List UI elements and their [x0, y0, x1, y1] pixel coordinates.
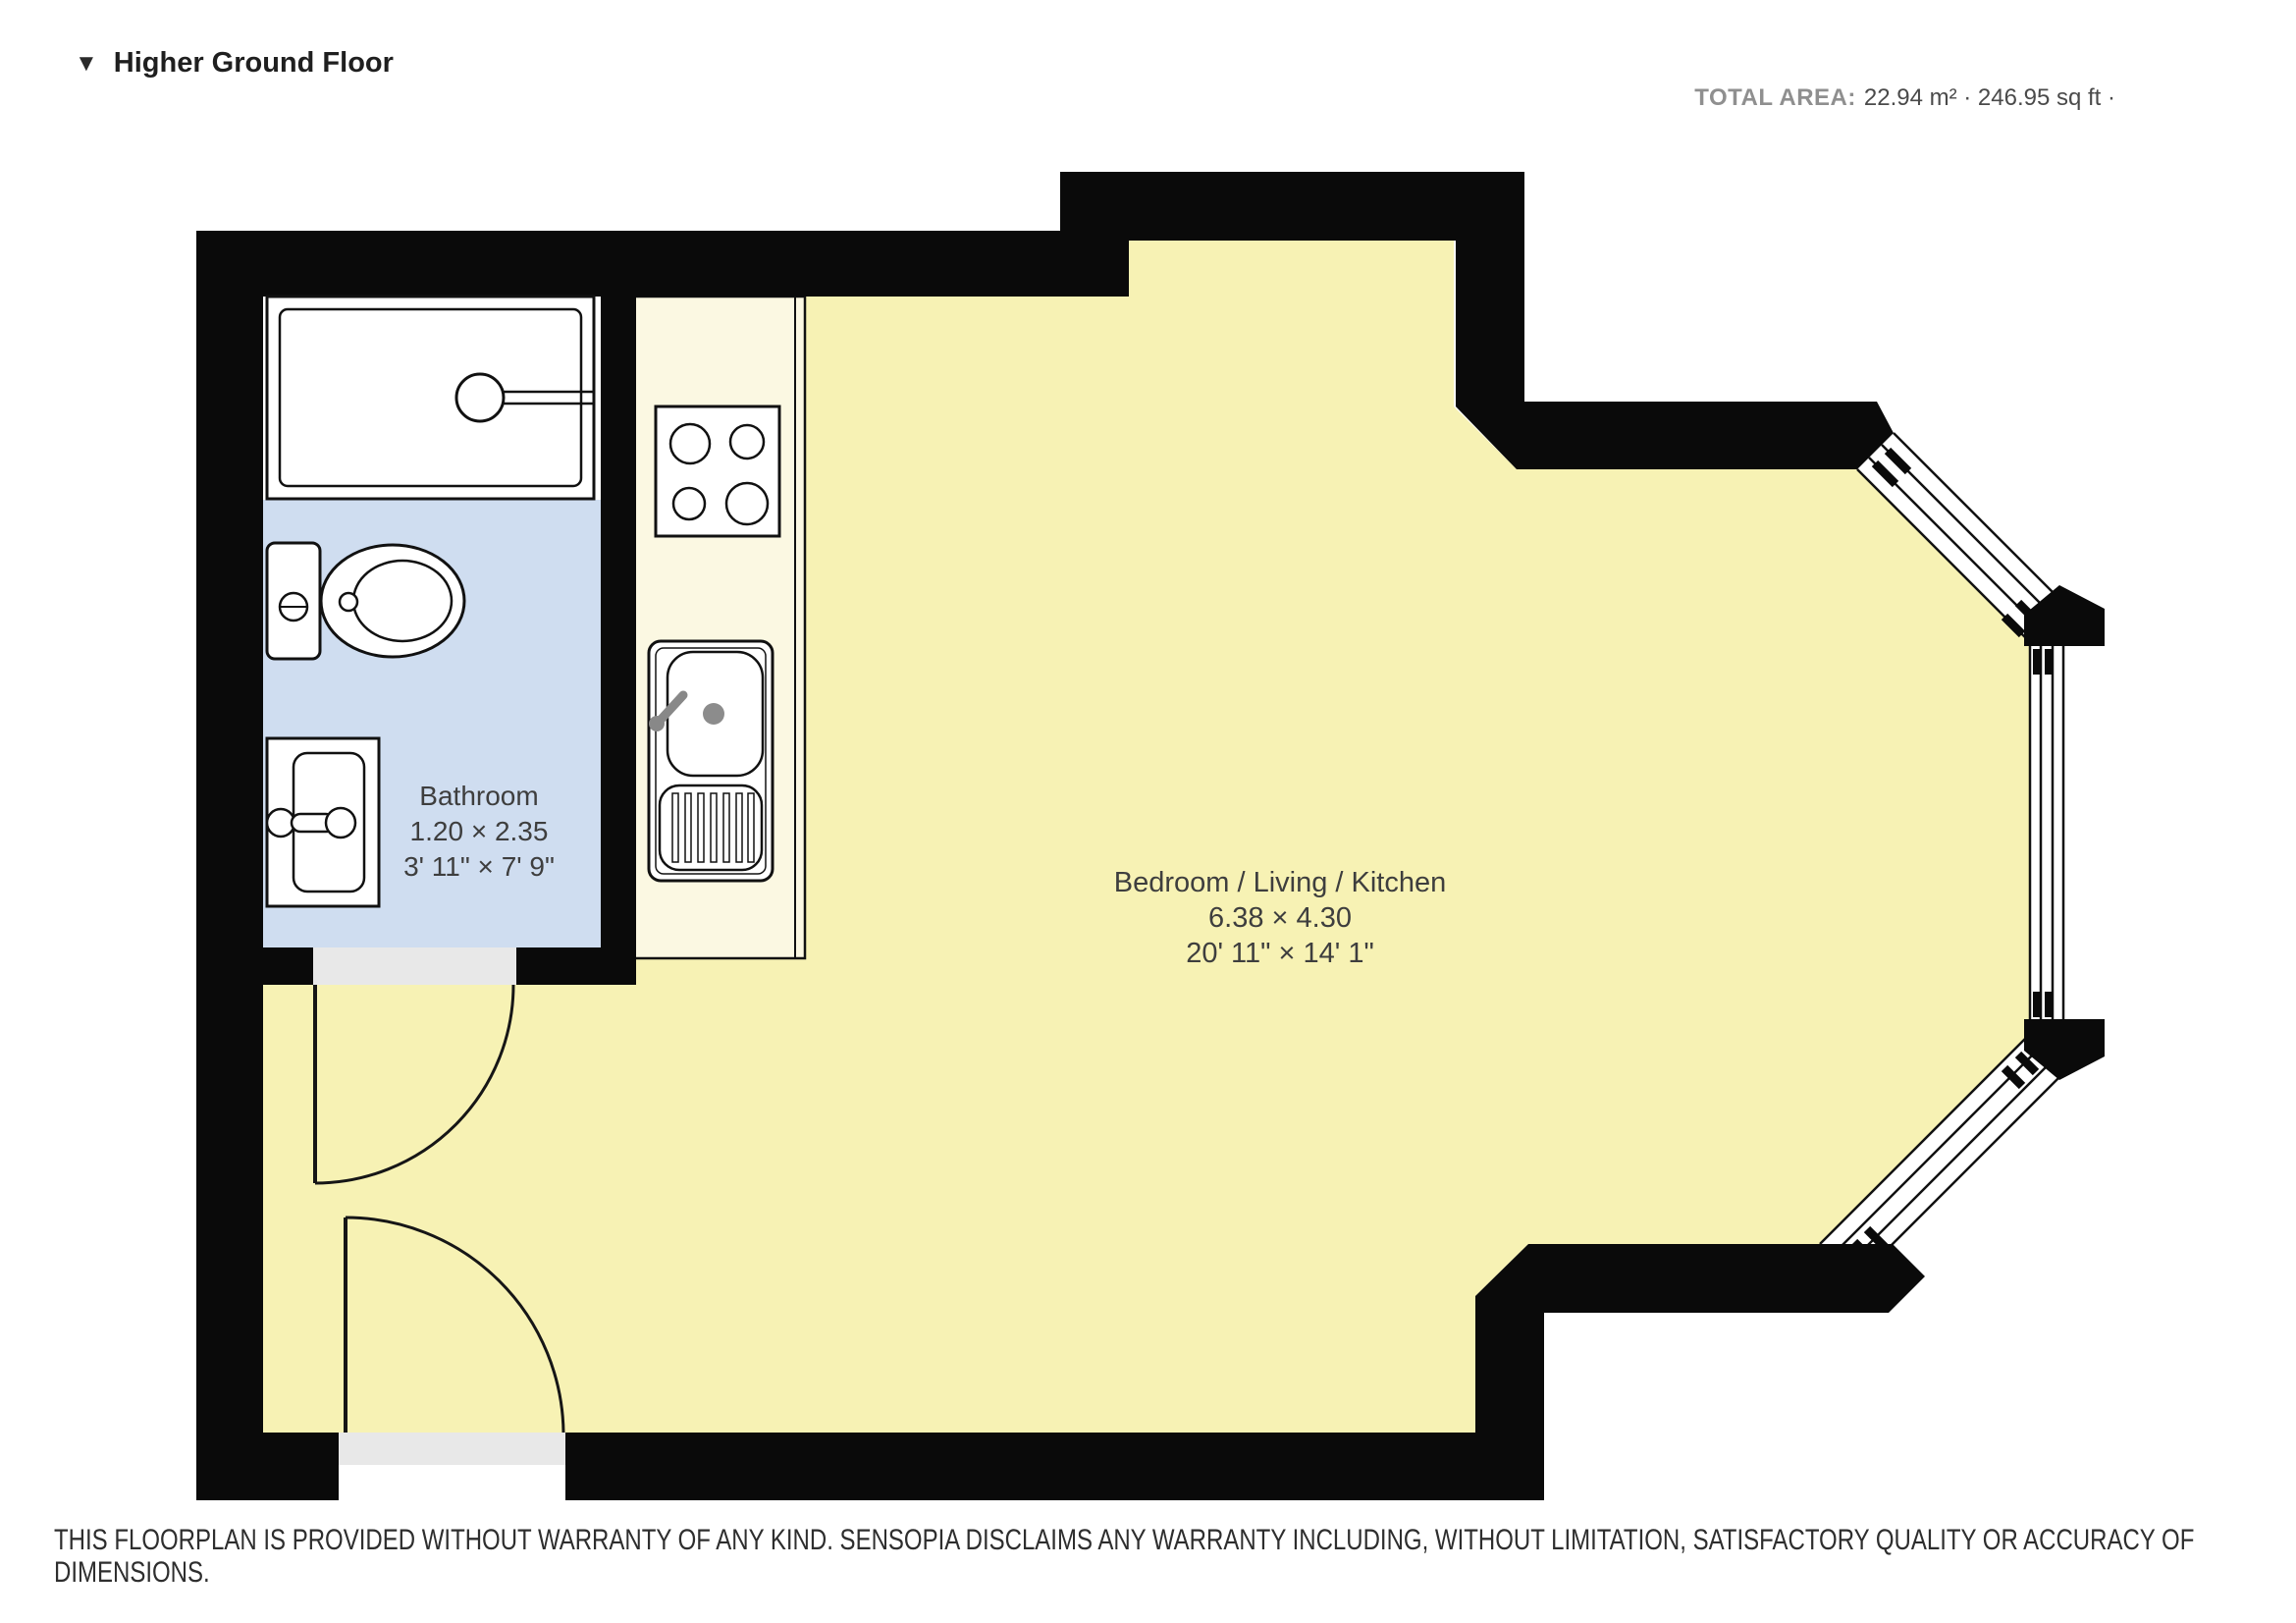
total-area-label: TOTAL AREA:	[1694, 84, 1856, 111]
main-room-dims-imperial: 20' 11" × 14' 1"	[1186, 938, 1374, 969]
hob	[656, 406, 779, 536]
bathroom-dims-metric: 1.20 × 2.35	[409, 816, 549, 846]
floor-title-label: Higher Ground Floor	[113, 47, 394, 79]
drainer-ribs	[672, 793, 754, 862]
entrance-threshold	[339, 1433, 565, 1465]
toilet	[267, 543, 464, 659]
main-room-label: Bedroom / Living / Kitchen	[1113, 867, 1447, 898]
disclaimer-line-1: THIS FLOORPLAN IS PROVIDED WITHOUT WARRANTY OF ANY KIND. SENSOPIA DISCLAIMS ANY WARRANTY INCLUDING, WITHOUT LIMITATION, SATISFACTORY QUALITY OR ACCURACY OF	[54, 1524, 2195, 1556]
total-area-value: 22.94 m² · 246.95 sq ft ·	[1863, 84, 2115, 111]
disclaimer-line-2: DIMENSIONS.	[54, 1556, 210, 1589]
disclaimer	[54, 1524, 2194, 1589]
bathtub	[267, 297, 595, 499]
washbasin	[267, 738, 379, 906]
triangle-down-icon: ▼	[75, 49, 98, 77]
entrance-gap	[339, 1465, 565, 1500]
main-room-dims-metric: 6.38 × 4.30	[1208, 902, 1352, 934]
bathroom-door-threshold	[313, 947, 516, 985]
kitchen-sink	[649, 641, 773, 881]
bathroom-label: Bathroom	[419, 781, 539, 811]
bathroom-dims-imperial: 3' 11" × 7' 9"	[403, 851, 555, 882]
